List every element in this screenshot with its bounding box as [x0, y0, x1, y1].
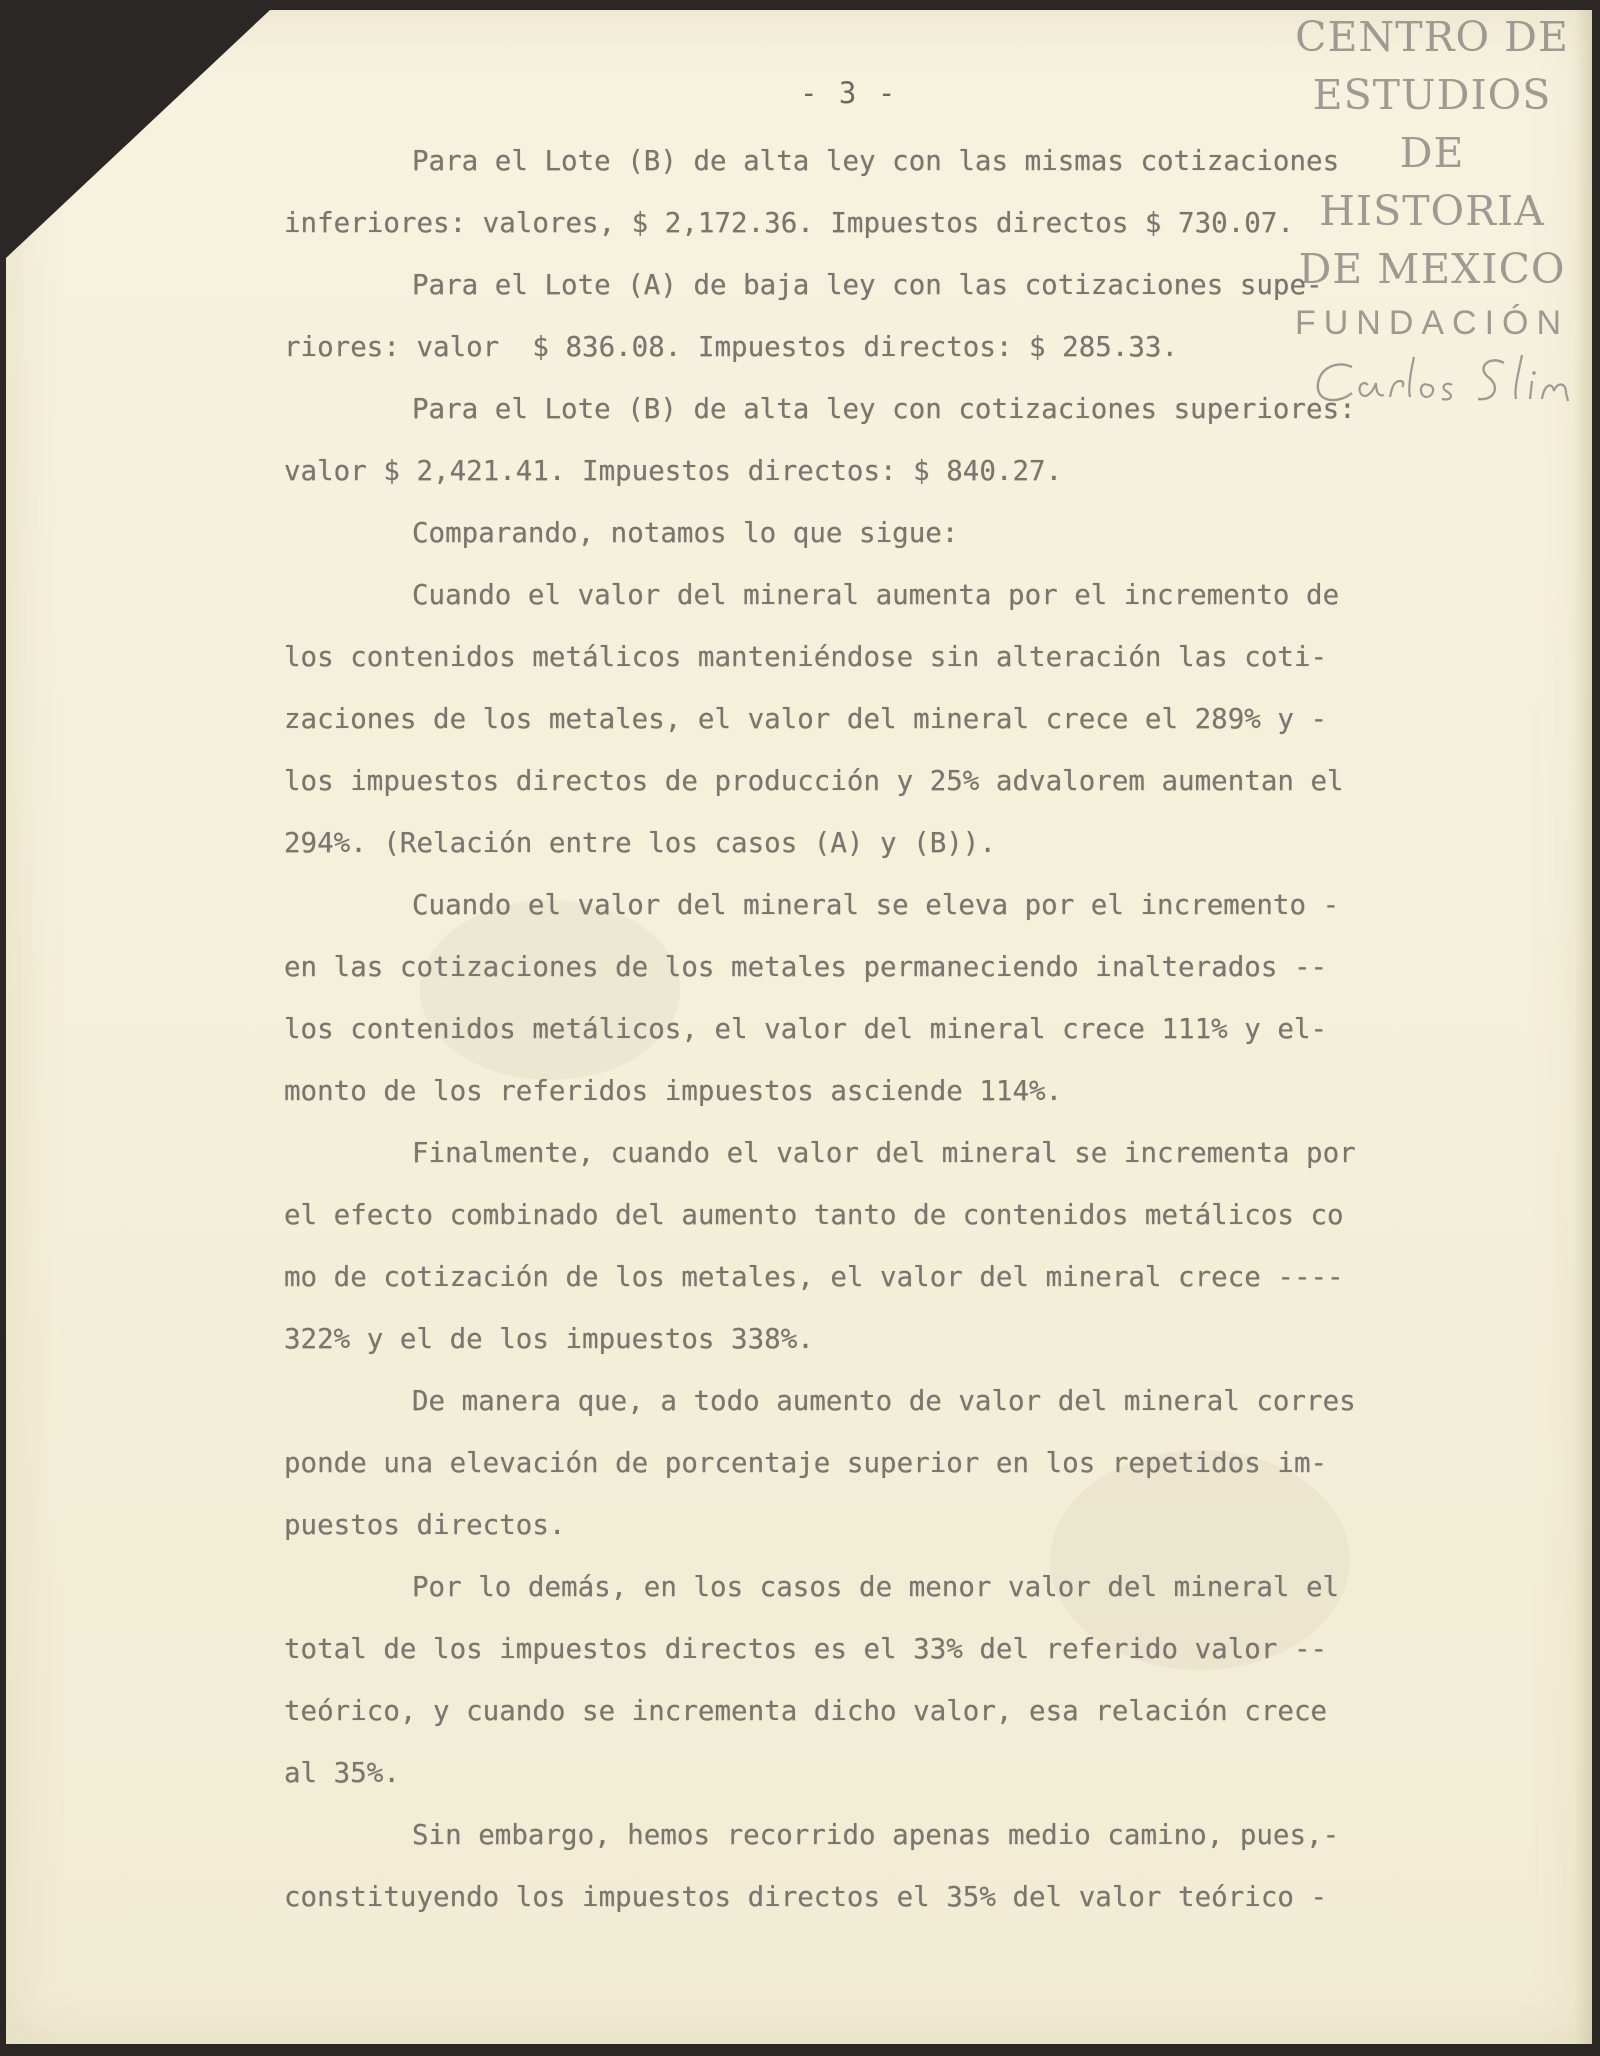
text-line: riores: valor $ 836.08. Impuestos directos: $ 285.33.: [284, 331, 1179, 363]
text-line: Cuando el valor del mineral aumenta por el incremento de: [412, 579, 1340, 611]
text-line: en las cotizaciones de los metales permaneciendo inalterados --: [284, 951, 1328, 983]
text-line: monto de los referidos impuestos asciende 114%.: [284, 1075, 1063, 1107]
text-line: Para el Lote (B) de alta ley con las mismas cotizaciones: [412, 145, 1340, 177]
paragraph: [284, 564, 1474, 874]
watermark-line: DE MEXICO: [1298, 245, 1566, 293]
watermark-line: ESTUDIOS: [1312, 71, 1552, 119]
text-line: Cuando el valor del mineral se eleva por el incremento -: [412, 889, 1340, 921]
paragraph: [284, 1804, 1474, 1928]
text-line: constituyendo los impuestos directos el 35% del valor teórico -: [284, 1881, 1328, 1913]
text-line: Por lo demás, en los casos de menor valor del mineral el: [412, 1571, 1340, 1603]
text-line: 294%. (Relación entre los casos (A) y (B)).: [284, 827, 996, 859]
text-line: Finalmente, cuando el valor del mineral se incrementa por: [412, 1137, 1356, 1169]
text-line: los contenidos metálicos, el valor del mineral crece 111% y el-: [284, 1013, 1328, 1045]
paragraph: [284, 1122, 1474, 1370]
text-line: ponde una elevación de porcentaje superior en los repetidos im-: [284, 1447, 1328, 1479]
watermark-fundacion: FUNDACIÓN: [1294, 304, 1570, 342]
watermark-line: CENTRO DE: [1295, 13, 1569, 61]
text-line: zaciones de los metales, el valor del mineral crece el 289% y -: [284, 703, 1328, 735]
text-line: valor $ 2,421.41. Impuestos directos: $ 840.27.: [284, 455, 1063, 487]
page-number: - 3 -: [800, 76, 898, 110]
text-line: inferiores: valores, $ 2,172.36. Impuestos directos $ 730.07.: [284, 207, 1294, 239]
text-line: teórico, y cuando se incrementa dicho valor, esa relación crece: [284, 1695, 1328, 1727]
paragraph: [284, 1556, 1474, 1804]
text-line: Sin embargo, hemos recorrido apenas medio camino, pues,-: [412, 1819, 1340, 1851]
paragraph: [284, 378, 1474, 502]
text-line: De manera que, a todo aumento de valor del mineral corres: [412, 1385, 1356, 1417]
text-line: los impuestos directos de producción y 25% advalorem aumentan el: [284, 765, 1344, 797]
text-line: Para el Lote (B) de alta ley con cotizaciones superiores:: [412, 393, 1356, 425]
text-line: al 35%.: [284, 1757, 400, 1789]
text-line: Para el Lote (A) de baja ley con las cotizaciones supe-: [412, 269, 1323, 301]
paragraph: [284, 502, 1474, 564]
watermark-line: DE HISTORIA: [1319, 129, 1545, 235]
text-line: Comparando, notamos lo que sigue:: [412, 517, 959, 549]
text-line: 322% y el de los impuestos 338%.: [284, 1323, 814, 1355]
document-body: [284, 130, 1474, 1928]
paragraph: [284, 1370, 1474, 1556]
text-line: puestos directos.: [284, 1509, 566, 1541]
text-line: total de los impuestos directos es el 33% del referido valor --: [284, 1633, 1328, 1665]
paragraph: [284, 874, 1474, 1122]
text-line: los contenidos metálicos manteniéndose sin alteración las coti-: [284, 641, 1328, 673]
text-line: el efecto combinado del aumento tanto de contenidos metálicos co: [284, 1199, 1344, 1231]
paragraph: [284, 254, 1474, 378]
text-line: mo de cotización de los metales, el valor del mineral crece ----: [284, 1261, 1344, 1293]
paragraph: [284, 130, 1474, 254]
